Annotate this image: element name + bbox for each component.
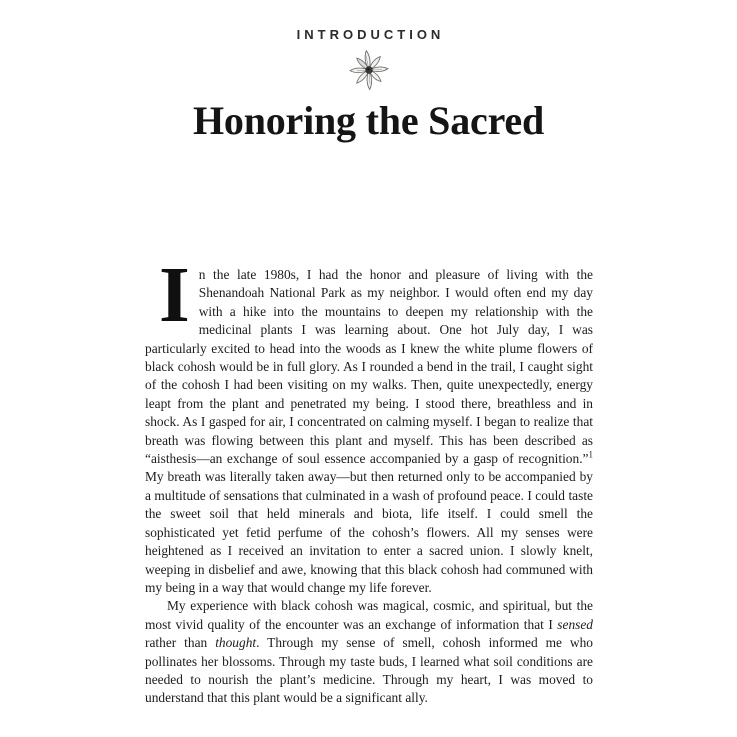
footnote-marker: 1 [588,449,593,460]
text-run: n the late 1980s, I had the honor and pleasure of living with the Shenandoah National Park as my neighbor. I would often end my day with a hike into the mountains to deepen my relationship with the medicinal plants I was learning about. One hot July day, I was particularly excited to head into the woods as I knew the white plume flowers of black cohosh would be in full glory. As I rounded a bend in the trail, I caught sight of the cohosh I had been visiting on my walks. Then, quite unexpectedly, energy leapt from the plant and penetrated my being. I stood there, breathless and in shock. As I gasped for air, I concentrated on calming myself. I began to realize that breath was flowing between this plant and myself. This has been described as “aisthesis—an exchange of soul essence accompanied by a gasp of recognition.” [145,267,593,467]
article-body [145,252,593,708]
ornament-container [0,46,737,97]
text-run: My breath was literally taken away—but then returned only to be accompanied by a multitude of sensations that culminated in a wash of profound peace. I could taste the sweet soil that held minerals and biota, life itself. I could smell the sophisticated yet fetid perfume of the cohosh’s flowers. All my senses were heightened as I received an invitation to enter a sacred union. I slowly knelt, weeping in disbelief and awe, knowing that this black cohosh had communed with my being in a way that would change my life forever. [145,469,593,595]
chapter-kicker: INTRODUCTION [296,27,445,42]
text-run: My experience with black cohosh was magical, cosmic, and spiritual, but the most vivid quality of the encounter was an exchange of information that I [145,598,593,632]
text-run: . Through my sense of smell, cohosh informed me who pollinates her blossoms. Through my taste buds, I learned what soil conditions are needed to nourish the plant’s medicine. Through my heart, I was moved to understand that this plant would be a significant ally. [145,635,593,706]
drop-cap: I [159,252,190,339]
paragraph [145,597,593,707]
text-run: rather than [145,635,216,651]
text-run: sensed [557,616,593,632]
text-run: thought [215,635,257,651]
flower-ornament-icon [345,46,393,97]
page-title: Honoring the Sacred [192,98,545,143]
paragraph [145,252,593,597]
